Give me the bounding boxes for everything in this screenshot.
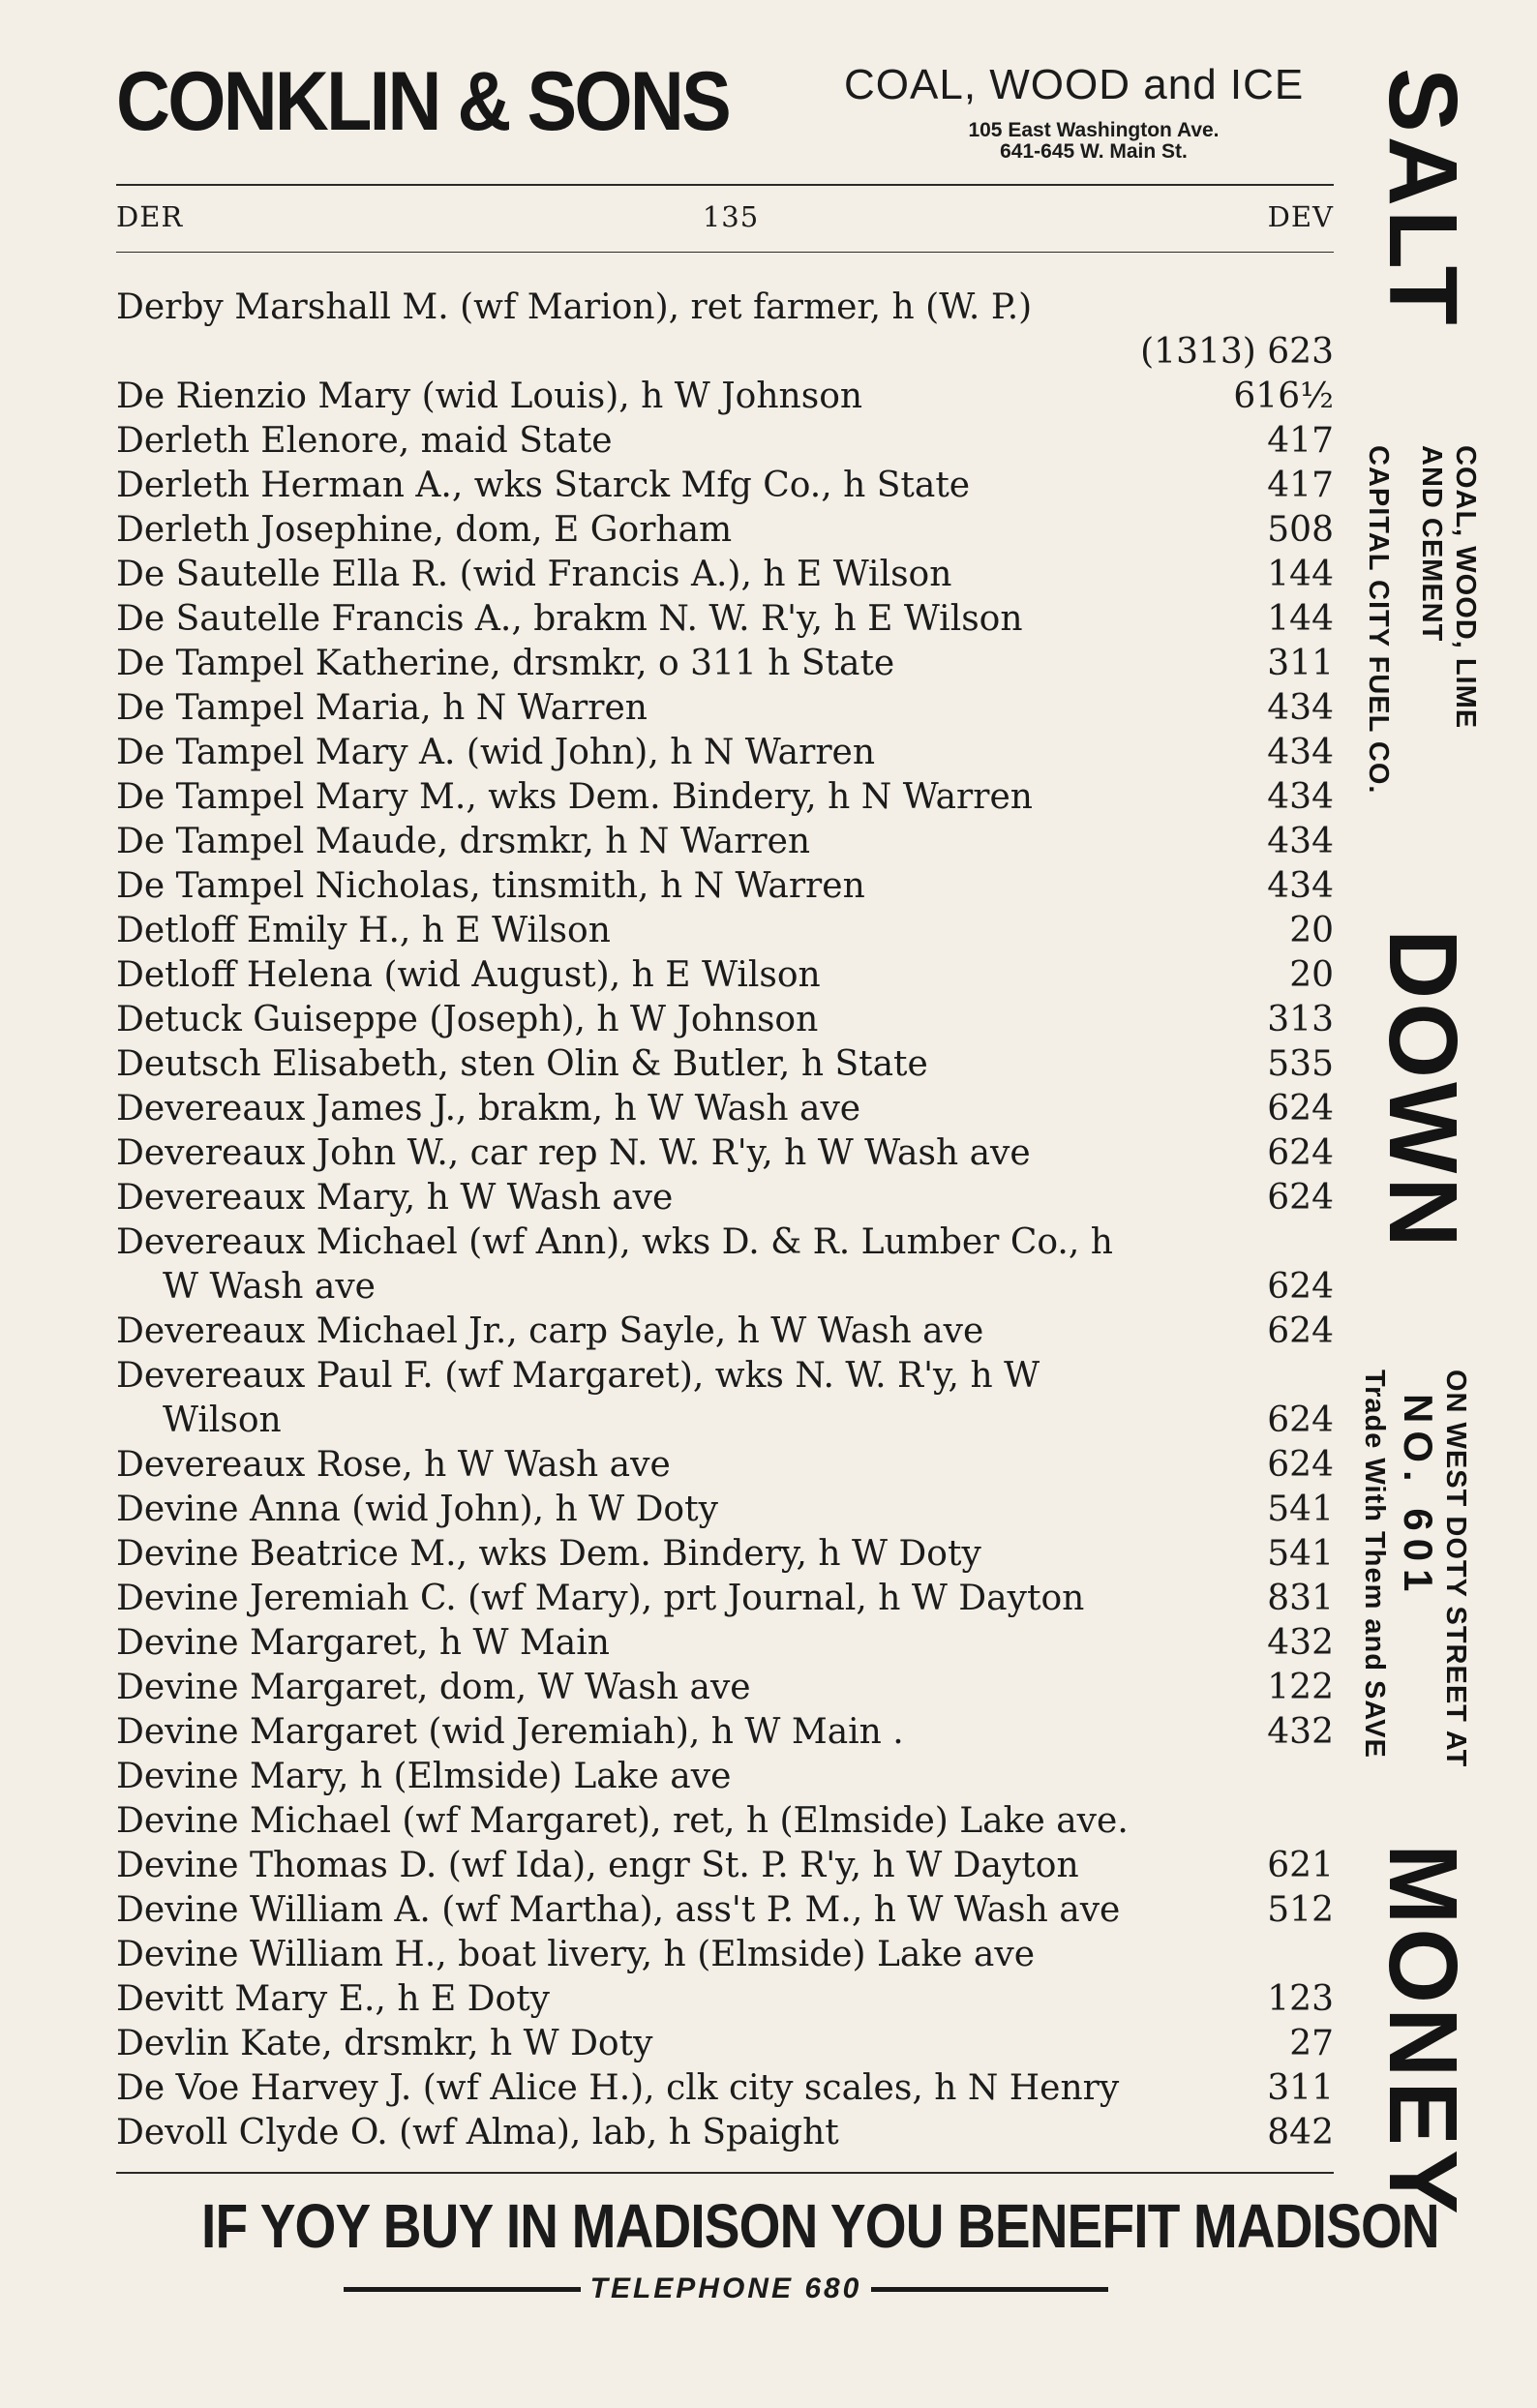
directory-entry [116,953,1334,998]
entry-house-number: 831 [1267,1579,1334,1618]
directory-entry [116,1933,1334,1977]
entry-house-number: 123 [1267,1979,1334,2019]
telephone-right-rule [871,2287,1108,2292]
page-number: 135 [702,200,760,233]
entry-body [116,1354,1334,1443]
entry-house-number: 624 [1267,1133,1334,1173]
entry-text: Devereaux Mary, h W Wash ave [116,1178,674,1218]
entry-text: Derleth Elenore, maid State [116,421,613,461]
directory-entry [116,286,1334,375]
entry-text: Devine Jeremiah C. (wf Mary), prt Journal, h W Dayton [116,1579,1085,1618]
entry-house-number: 624 [1267,1267,1334,1307]
entry-body [116,286,1334,375]
entry-house-number: 311 [1267,2068,1334,2108]
entry-house-number: 616½ [1233,376,1334,416]
entry-house-number: 417 [1267,421,1334,461]
entry-house-number: 20 [1289,911,1334,950]
directory-entry [116,1621,1334,1666]
directory-entry [116,1755,1334,1799]
footer-telephone: TELEPHONE 680 [589,2273,862,2304]
directory-entry [116,1220,1334,1309]
directory-entry [116,1131,1334,1176]
entry-house-number: 434 [1267,688,1334,728]
header-address [910,120,1278,163]
entry-text: Devine Mary, h (Elmside) Lake ave [116,1757,732,1796]
telephone-left-rule [344,2287,581,2292]
entry-text: Devereaux John W., car rep N. W. R'y, h W Wash ave [116,1133,1031,1173]
entry-body [116,1220,1334,1309]
entry-text: De Tampel Maude, drsmkr, h N Warren [116,822,811,861]
entry-text: Devereaux Rose, h W Wash ave [116,1445,671,1485]
directory-entry [116,731,1334,775]
directory-entry [116,1799,1334,1844]
entry-text: Devoll Clyde O. (wf Alma), lab, h Spaight [116,2113,839,2152]
entry-house-number: 417 [1267,466,1334,505]
entry-house-number: 541 [1267,1490,1334,1529]
entry-continuation: Wilson [163,1400,282,1440]
entry-house-number: 434 [1267,777,1334,817]
entry-house-number: 624 [1267,1445,1334,1485]
directory-entry [116,1354,1334,1443]
entry-house-number: 624 [1267,1400,1334,1440]
directory-entry [116,2022,1334,2066]
entry-text: Devine Margaret, h W Main [116,1623,610,1663]
entry-text: De Tampel Katherine, drsmkr, o 311 h State [116,644,895,683]
directory-entry [116,508,1334,553]
entry-house-number: 541 [1267,1534,1334,1574]
entry-text: De Sautelle Francis A., brakm N. W. R'y, h E Wilson [116,599,1023,639]
side-fuel-line-1: COAL, WOOD, LIME [1450,445,1481,730]
entry-text: Devine William H., boat livery, h (Elmside) Lake ave [116,1935,1036,1974]
directory-entry [116,2111,1334,2155]
entry-house-number: 144 [1267,599,1334,639]
directory-entry [116,375,1334,419]
directory-entry [116,464,1334,508]
side-down: DOWN [1369,929,1477,1251]
entry-house-number: 27 [1289,2024,1334,2063]
directory-entry [116,1042,1334,1087]
entry-text: Detloff Emily H., h E Wilson [116,911,611,950]
entry-house-number: 144 [1267,555,1334,594]
directory-entry [116,553,1334,597]
entry-text: Devine Thomas D. (wf Ida), engr St. P. R'y, h W Dayton [116,1846,1079,1885]
entry-text: Devine Anna (wid John), h W Doty [116,1490,718,1529]
entry-text: Detloff Helena (wid August), h E Wilson [116,955,821,995]
entry-text: Devine Margaret (wid Jeremiah), h W Main . [116,1712,904,1752]
entry-house-number: 434 [1267,733,1334,772]
entry-house-number: 624 [1267,1311,1334,1351]
entry-house-number: 624 [1267,1178,1334,1218]
entry-text: De Tampel Mary M., wks Dem. Bindery, h N Warren [116,777,1033,817]
entry-house-number: 432 [1267,1623,1334,1663]
directory-entry [116,909,1334,953]
directory-entry [116,1532,1334,1577]
directory-entry [116,1577,1334,1621]
entry-text: Derby Marshall M. (wf Marion), ret farmer, h (W. P.) [116,287,1033,327]
entry-text: Devereaux Michael (wf Ann), wks D. & R. Lumber Co., h [116,1222,1113,1262]
header-business-type: COAL, WOOD and ICE [844,61,1305,108]
side-doty-number-wrap [1396,1394,1441,1600]
entry-house-number: 311 [1267,644,1334,683]
header-rule [116,184,1334,186]
directory-entry [116,775,1334,820]
entry-text: De Sautelle Ella R. (wid Francis A.), h E Wilson [116,555,952,594]
directory-entry [116,1087,1334,1131]
side-doty-line-3: Trade With Them and SAVE [1359,1370,1390,1759]
entry-text: De Voe Harvey J. (wf Alice H.), clk city scales, h N Henry [116,2068,1120,2108]
side-fuel-line-2: AND CEMENT [1416,445,1447,643]
directory-entry [116,1710,1334,1755]
directory-entry [116,1844,1334,1888]
directory-entry [116,820,1334,864]
directory-entry [116,1443,1334,1488]
directory-entry [116,2066,1334,2111]
directory-entries [116,286,1334,2155]
entry-text: Deutsch Elisabeth, sten Olin & Butler, h State [116,1044,928,1084]
header-company-name: CONKLIN & SONS [116,55,730,148]
directory-entry [116,1666,1334,1710]
entry-house-number: 535 [1267,1044,1334,1084]
header-address-line-2: 641-645 W. Main St. [1000,140,1188,163]
entry-text: Devine Beatrice M., wks Dem. Bindery, h W Doty [116,1534,981,1574]
entry-text: Detuck Guiseppe (Joseph), h W Johnson [116,1000,819,1039]
entry-text: Devereaux Paul F. (wf Margaret), wks N. W. R'y, h W [116,1356,1040,1396]
directory-entry [116,998,1334,1042]
entry-text: Devereaux Michael Jr., carp Sayle, h W Wash ave [116,1311,984,1351]
side-fuel-line-3: CAPITAL CITY FUEL CO. [1363,445,1394,795]
footer-telephone-band [344,2270,1108,2308]
directory-entry [116,1977,1334,2022]
entry-house-number: 434 [1267,822,1334,861]
entry-continuation-line [116,1265,1334,1309]
entry-house-number: 313 [1267,1000,1334,1039]
footer-rule [116,2172,1334,2174]
entry-text: De Rienzio Mary (wid Louis), h W Johnson [116,376,863,416]
entry-house-number: 508 [1267,510,1334,550]
entry-text: Devlin Kate, drsmkr, h W Doty [116,2024,653,2063]
entry-continuation: W Wash ave [163,1267,376,1307]
entry-text: Devine Margaret, dom, W Wash ave [116,1668,751,1707]
directory-entry [116,1176,1334,1220]
entry-text: Derleth Josephine, dom, E Gorham [116,510,733,550]
side-doty-line-2: NO. 601 [1396,1394,1441,1600]
side-money: MONEY [1369,1844,1477,2218]
side-salt: SALT [1369,68,1477,329]
footer-slogan: IF YOY BUY IN MADISON YOU BENEFIT MADISON [201,2191,1439,2261]
entry-text: Devine William A. (wf Martha), ass't P. M., h W Wash ave [116,1890,1121,1930]
running-header-rule [116,252,1334,253]
entry-house-number: (1313) 623 [1140,332,1334,372]
entry-text: Devitt Mary E., h E Doty [116,1979,551,2019]
entry-house-number: 432 [1267,1712,1334,1752]
entry-house-number: 20 [1289,955,1334,995]
entry-text: Devereaux James J., brakm, h W Wash ave [116,1089,861,1129]
directory-entry [116,1488,1334,1532]
entry-text: Derleth Herman A., wks Starck Mfg Co., h State [116,466,971,505]
side-doty-line-1: ON WEST DOTY STREET AT [1440,1370,1471,1768]
entry-text: Devine Michael (wf Margaret), ret, h (Elmside) Lake ave. [116,1801,1129,1841]
entry-text: De Tampel Nicholas, tinsmith, h N Warren [116,866,865,906]
directory-entry [116,597,1334,642]
entry-house-number: 434 [1267,866,1334,906]
header-address-line-1: 105 East Washington Ave. [968,119,1220,141]
directory-entry [116,686,1334,731]
running-header-first-word: DER [116,200,184,233]
entry-house-number: 621 [1267,1846,1334,1885]
entry-house-number: 512 [1267,1890,1334,1930]
entry-text: De Tampel Maria, h N Warren [116,688,648,728]
entry-house-number: 624 [1267,1089,1334,1129]
directory-entry [116,419,1334,464]
directory-entry [116,642,1334,686]
entry-house-number: 842 [1267,2113,1334,2152]
running-header-last-word: DEV [1267,200,1334,233]
directory-entry [116,1309,1334,1354]
directory-entry [116,864,1334,909]
entry-text: De Tampel Mary A. (wid John), h N Warren [116,733,876,772]
entry-continuation-line [116,1399,1334,1443]
directory-entry [116,1888,1334,1933]
entry-house-number: 122 [1267,1668,1334,1707]
